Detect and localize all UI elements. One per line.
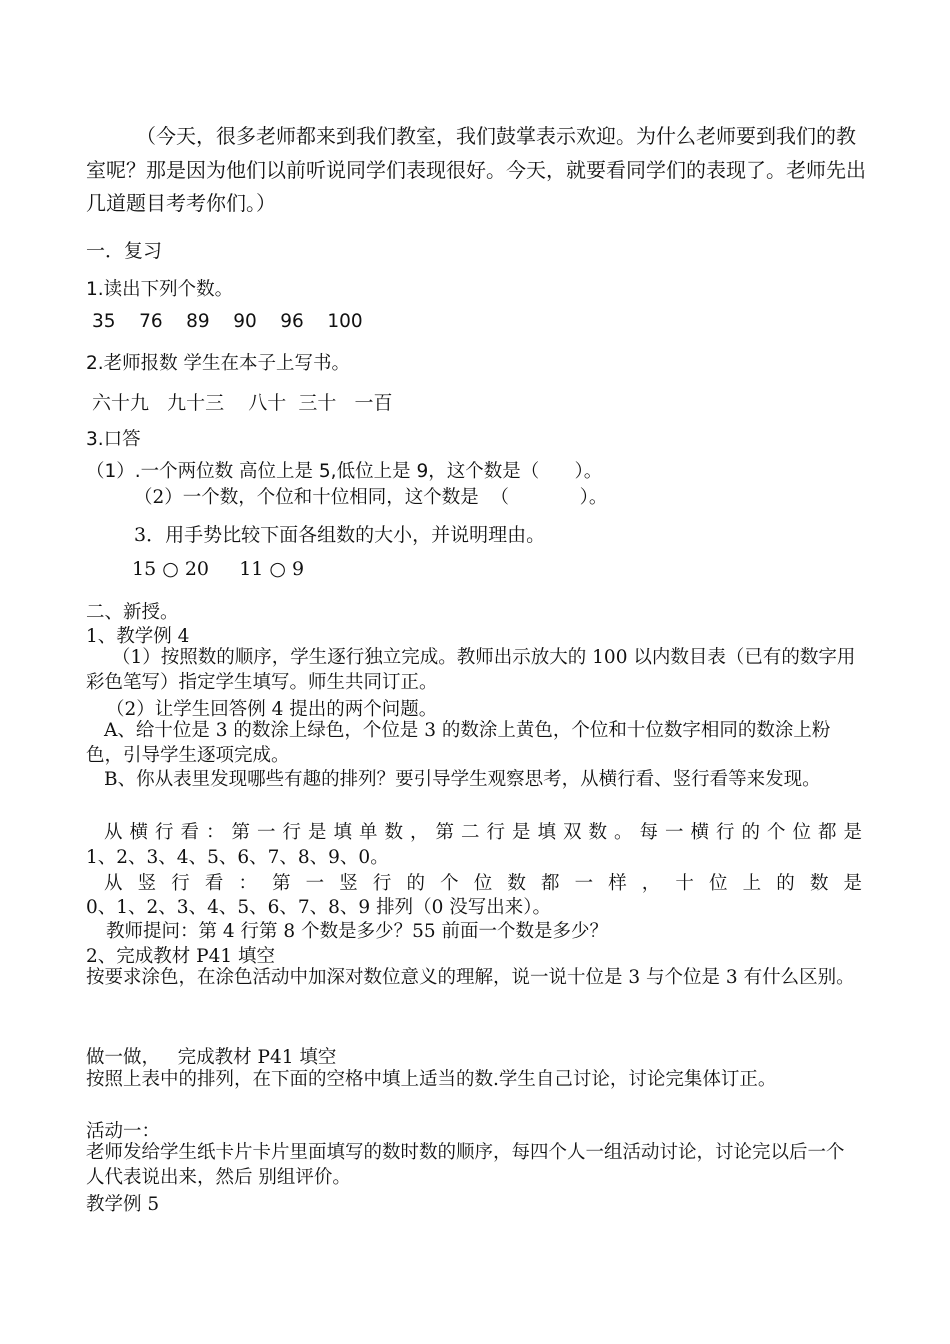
do-it-title: 做一做， 完成教材 P41 填空	[86, 1047, 337, 1068]
review-q3-label: 3.口答	[86, 429, 141, 450]
example4-title: 1、教学例 4	[86, 626, 190, 647]
example5-title: 教学例 5	[86, 1194, 160, 1215]
teacher-question: 教师提问：第 4 行第 8 个数是多少？55 前面一个数是多少？	[106, 921, 608, 942]
review-q1-label: 1.读出下列个数。	[86, 279, 234, 300]
new-lesson-heading: 二、新授。	[86, 602, 179, 623]
vertical-observation-line1: 从竖行看：第一竖行的个位数都一样，十位上的数是	[104, 873, 862, 894]
review-q3-item2: （2）一个数，个位和十位相同，这个数是 （ ）。	[134, 487, 608, 508]
vertical-observation-line2: 0、1、2、3、4、5、6、7、8、9 排列（0 没写出来）。	[86, 897, 551, 918]
review-q1-numbers: 35 76 89 90 96 100	[92, 311, 363, 332]
intro-paragraph: （今天，很多老师都来到我们教室，我们鼓掌表示欢迎。为什么老师要到我们的教室呢？那是因为他们以前听说同学们表现很好。今天，就要看同学们的表现了。老师先出几道题目考考你们。）	[86, 124, 866, 215]
do-it-text: 按照上表中的排列，在下面的空格中填上适当的数.学生自己讨论，讨论完集体订正。	[86, 1069, 777, 1090]
horizontal-observation-line1: 从横行看：第一行是填单数，第二行是填双数。每一横行的个位都是	[104, 822, 862, 843]
example4-point-a: A、给十位是 3 的数涂上绿色，个位是 3 的数涂上黄色，个位和十位数字相同的数涂上粉色，引导学生逐项完成。	[86, 720, 831, 766]
activity-title: 活动一：	[86, 1121, 161, 1142]
review-q3-item1: （1）.一个两位数 高位上是 5,低位上是 9，这个数是（ ）。	[86, 461, 603, 482]
review-q2-words: 六十九 九十三 八十 三十 一百	[92, 392, 393, 414]
example4-point-b: B、你从表里发现哪些有趣的排列？要引导学生观察思考，从横行看、竖行看等来发现。	[104, 769, 821, 790]
horizontal-observation-line2: 1、2、3、4、5、6、7、8、9、0。	[86, 847, 389, 868]
example4-step2: （2）让学生回答例 4 提出的两个问题。	[106, 699, 438, 720]
item2-title: 2、完成教材 P41 填空	[86, 946, 276, 967]
item2-text: 按要求涂色，在涂色活动中加深对数位意义的理解，说一说十位是 3 与个位是 3 有什么区别。	[86, 967, 855, 988]
review-q2-label: 2.老师报数 学生在本子上写书。	[86, 353, 351, 374]
review-heading: 一．复习	[86, 240, 163, 262]
review-q4-compare: 15 ○ 20 11 ○ 9	[132, 558, 305, 580]
example4-step1: （1）按照数的顺序，学生逐行独立完成。教师出示放大的 100 以内数目表（已有的数字用彩色笔写）指定学生填写。师生共同订正。	[86, 647, 856, 693]
review-q4-label: 3．用手势比较下面各组数的大小，并说明理由。	[134, 524, 546, 546]
activity-text: 老师发给学生纸卡片卡片里面填写的数时数的顺序，每四个人一组活动讨论，讨论完以后一个人代表说出来，然后 别组评价。	[86, 1142, 845, 1188]
